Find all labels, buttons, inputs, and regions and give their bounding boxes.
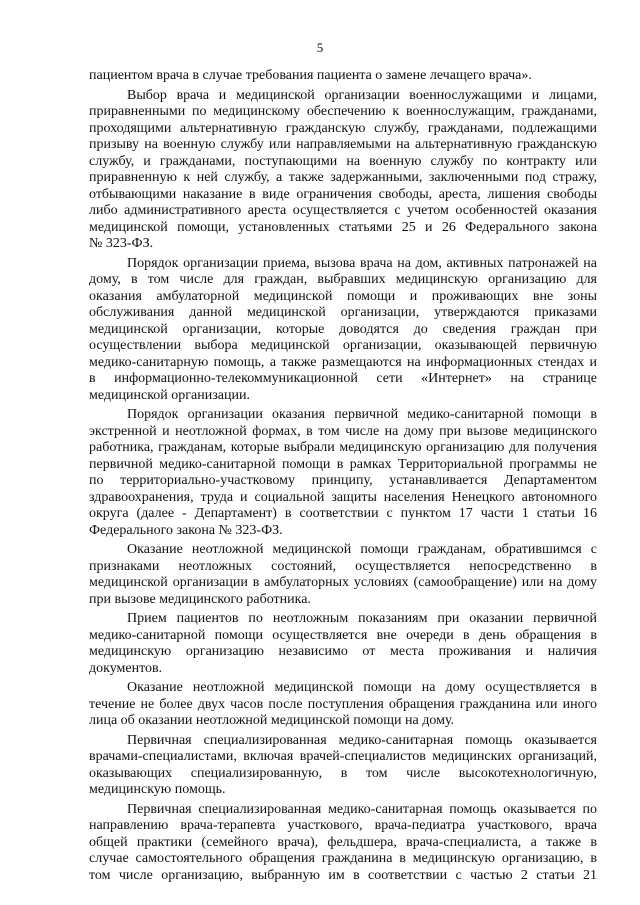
paragraph	[89, 611, 597, 677]
text-line: округа (далее - Департамент) в соответствии с пунктом 17 части 1 статьи 16	[89, 506, 597, 521]
text-line: здравоохранения, труда и социальной защиты населения Ненецкого автономного	[89, 489, 597, 505]
paragraph	[89, 680, 597, 730]
text-line: Оказание неотложной медицинской помощи на дому осуществляется в	[127, 680, 597, 695]
text-line: либо административного ареста осуществляется с учетом особенностей оказания	[89, 203, 597, 218]
paragraph	[89, 68, 597, 85]
text-line: первичной медико-санитарной помощи в рамках Территориальной программы не	[89, 456, 597, 472]
text-line: медицинскую организацию независимо от места проживания и наличия	[89, 644, 597, 659]
paragraph	[89, 88, 597, 253]
text-line: экстренной и неотложной формах, в том числе на дому при вызове медицинского	[89, 423, 597, 439]
text-line: признаками неотложных состояний, осуществляется непосредственно в	[89, 558, 597, 574]
text-line: № 323-ФЗ.	[89, 236, 154, 251]
text-line: работника, гражданам, которые выбрали медицинскую организацию для получения	[89, 440, 597, 455]
paragraph	[89, 733, 597, 799]
text-line: по территориально-участковому принципу, устанавливается Департаментом	[89, 473, 597, 488]
text-line: при вызове медицинского работника.	[89, 591, 311, 607]
text-line: Оказание неотложной медицинской помощи гражданам, обратившимся с	[127, 542, 597, 557]
text-line: приравненную к ней службу, а также задержанными, заключенными под стражу,	[89, 170, 597, 185]
paragraph	[89, 256, 597, 405]
text-line: медицинской помощи, установленных статьями 25 и 26 Федерального закона	[89, 219, 597, 235]
text-line: приравненными по медицинскому обеспечению к военнослужащим, гражданами,	[89, 104, 597, 119]
text-line: документов.	[89, 660, 163, 676]
text-line: медицинской организации.	[89, 387, 250, 403]
paragraph	[89, 802, 597, 885]
text-line: медико-санитарной помощи осуществляется вне очереди в день обращения в	[89, 627, 597, 643]
text-line: том числе организацию, выбранную им в соответствии с частью 2 статьи 21	[89, 867, 597, 883]
text-line: Федерального закона № 323-ФЗ.	[89, 522, 283, 538]
text-line: обслуживания данной медицинской организации, утверждаются приказами	[89, 305, 597, 320]
text-line: дому, в том числе для граждан, выбравших медицинскую организацию для	[89, 272, 597, 287]
text-line: врачами-специалистами, включая врачей-специалистов медицинских организаций,	[89, 749, 597, 764]
text-line: пациентом врача в случае требования пациента о замене лечащего врача».	[89, 68, 532, 83]
text-line: Прием пациентов по неотложным показаниям при оказании первичной	[127, 611, 597, 626]
text-line: Порядок организации оказания первичной медико-санитарной помощи в	[127, 407, 597, 422]
text-line: оказывающих специализированную, в том числе высокотехнологичную,	[89, 765, 597, 781]
text-line: лица об оказании неотложной медицинской помощи на дому.	[89, 713, 455, 728]
text-line: Первичная специализированная медико-санитарная помощь оказывается по	[127, 801, 597, 817]
text-line: направлению врача-терапевта участкового, врача-педиатра участкового, врача	[89, 818, 597, 833]
paragraph	[89, 542, 597, 608]
text-line: Первичная специализированная медико-санитарная помощь оказывается	[127, 732, 597, 748]
text-line: оказания амбулаторной медицинской помощи и проживающих вне зоны	[89, 288, 597, 304]
text-line: осуществлении выбора медицинской организации, оказывающей первичную	[89, 338, 597, 353]
text-line: медицинской организации в амбулаторных условиях (самообращение) или на дому	[89, 575, 597, 590]
text-line: случае самостоятельного обращения гражданина в медицинскую организацию, в	[89, 851, 597, 866]
text-line: общей практики (семейного врача), фельдшера, врача-специалиста, а также в	[89, 834, 597, 850]
text-line: медико-санитарную помощь, а также размещаются на информационных стендах и	[89, 354, 597, 370]
text-line: в информационно-телекоммуникационной сети «Интернет» на странице	[89, 371, 597, 386]
text-line: призыву на военную службу или направляемыми на альтернативную гражданскую	[89, 137, 597, 152]
text-line: отбывающими наказание в виде ограничения свободы, ареста, лишения свободы	[89, 186, 597, 202]
text-line: Выбор врача и медицинской организации военнослужащими и лицами,	[127, 87, 597, 103]
text-line: медицинскую помощь.	[89, 782, 226, 797]
page-number: 5	[316, 40, 324, 55]
text-line: Порядок организации приема, вызова врача на дом, активных патронажей на	[127, 255, 597, 271]
document-body	[89, 68, 597, 884]
text-line: проходящими альтернативную гражданскую службу, гражданами, подлежащими	[89, 120, 597, 136]
text-line: службу, и гражданами, поступающими на военную службу по контракту или	[89, 153, 597, 169]
paragraph	[89, 407, 597, 539]
text-line: медицинской организации, которые доводятся до сведения граждан при	[89, 321, 597, 337]
text-line: течение не более двух часов после поступления обращения гражданина или иного	[89, 696, 597, 712]
